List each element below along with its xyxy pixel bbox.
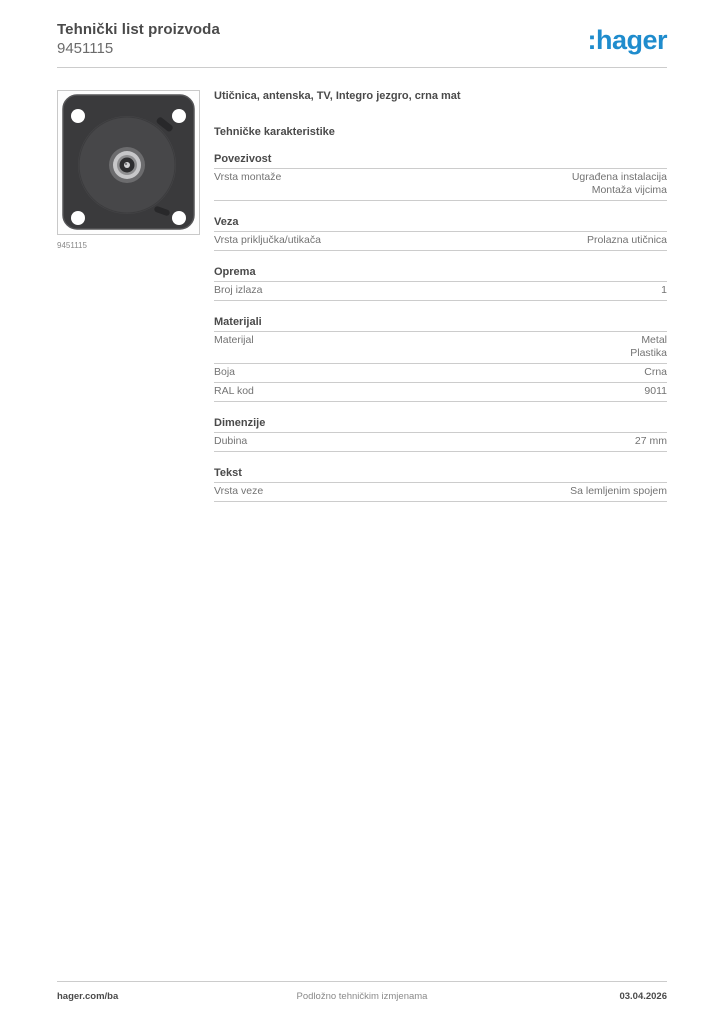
footer-website-link[interactable]: hager.com/ba [57,991,119,1002]
section-title: Materijali [214,316,667,332]
spec-row-value: 27 mm [634,435,667,447]
spec-row [214,433,667,452]
spec-row-value: Ugrađena instalacija Montaža vijcima [571,171,667,196]
spec-row-value: Crna [644,366,667,378]
spec-row-value: Sa lemljenim spojem [570,485,667,497]
footer [57,981,667,1002]
spec-section [214,266,667,301]
section-title: Oprema [214,266,667,282]
product-image-column [57,90,200,250]
section-rows [214,483,667,502]
spec-row-label: Broj izlaza [214,284,263,296]
spec-section [214,467,667,502]
product-image [57,90,200,235]
spec-row-value: Prolazna utičnica [587,234,667,246]
hager-logo: :hager [587,25,667,55]
spec-row-label: RAL kod [214,385,254,397]
characteristics-sections [214,153,667,502]
section-title: Dimenzije [214,417,667,433]
spec-section [214,417,667,452]
spec-row [214,483,667,502]
spec-row-label: Vrsta montaže [214,171,282,183]
spec-row [214,169,667,201]
spec-row-value: 9011 [644,385,667,397]
spec-row-value: 1 [661,284,667,296]
page-title: Tehnički list proizvoda [57,21,220,38]
spec-row [214,232,667,251]
product-name: Utičnica, antenska, TV, Integro jezgro, crna mat [214,90,461,102]
spec-row-label: Vrsta priključka/utikača [214,234,321,246]
specifications-column [214,90,667,502]
footer-date: 03.04.2026 [619,991,667,1002]
section-rows [214,232,667,251]
spec-row-label: Boja [214,366,236,378]
section-rows [214,433,667,452]
spec-section [214,153,667,201]
header [57,21,667,57]
spec-row [214,364,667,383]
spec-section [214,216,667,251]
characteristics-heading: Tehničke karakteristike [214,126,335,138]
spec-row-label: Materijal [214,334,254,346]
section-rows [214,282,667,301]
spec-row-label: Vrsta veze [214,485,264,497]
header-divider [57,67,667,68]
section-title: Povezivost [214,153,667,169]
spec-row [214,383,667,402]
image-caption: 9451115 [57,241,87,250]
spec-row [214,332,667,364]
spec-section [214,316,667,402]
spec-row-value: Metal Plastika [630,334,667,359]
spec-row [214,282,667,301]
footer-disclaimer: Podložno tehničkim izmjenama [296,991,428,1002]
product-number: 9451115 [57,40,114,57]
section-rows [214,169,667,201]
section-title: Veza [214,216,667,232]
section-rows [214,332,667,402]
section-title: Tekst [214,467,667,483]
tv-socket-illustration [58,91,199,234]
spec-row-label: Dubina [214,435,248,447]
